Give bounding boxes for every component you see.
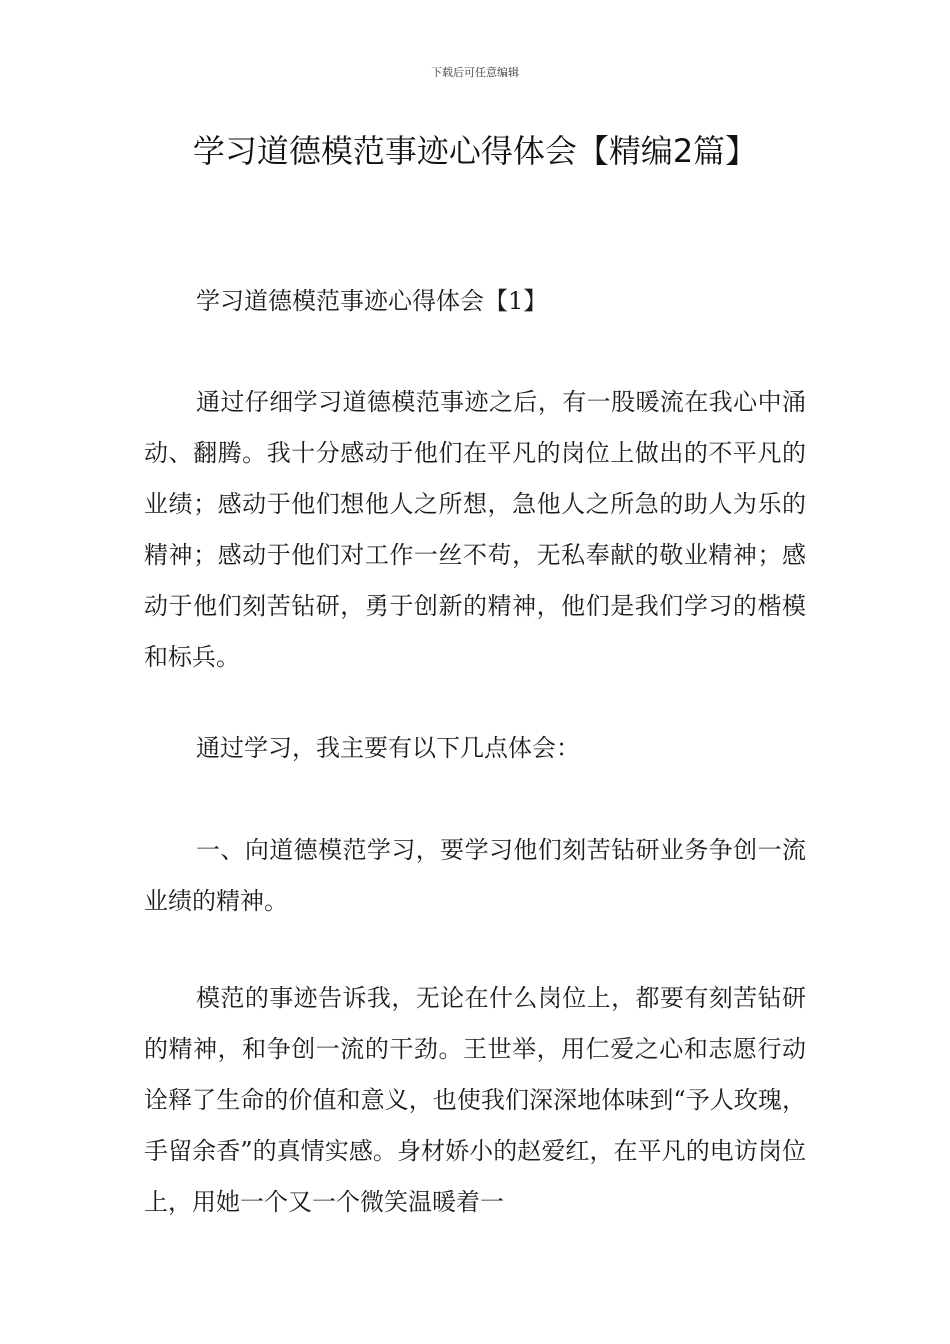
paragraph-3: 一、向道德模范学习，要学习他们刻苦钻研业务争创一流业绩的精神。 bbox=[144, 836, 806, 915]
document-title: 学习道德模范事迹心得体会【精编2篇】 bbox=[192, 132, 758, 170]
paragraph-2: 通过学习，我主要有以下几点体会： bbox=[196, 734, 580, 762]
paragraph-1: 通过仔细学习道德模范事迹之后，有一股暖流在我心中涌动、翻腾。我十分感动于他们在平凡的岗位上做出的不平凡的业绩；感动于他们想他人之所想，急他人之所急的助人为乐的精神；感动于他们对工作一丝不苟，无私奉献的敬业精神；感动于他们刻苦钻研，勇于创新的精神，他们是我们学习的楷模和标兵。 bbox=[144, 388, 806, 671]
header-note: 下载后可任意编辑 bbox=[431, 66, 519, 79]
section-heading: 学习道德模范事迹心得体会【1】 bbox=[196, 287, 548, 315]
paragraph-4: 模范的事迹告诉我，无论在什么岗位上，都要有刻苦钻研的精神，和争创一流的干劲。王世举，用仁爱之心和志愿行动诠释了生命的价值和意义，也使我们深深地体味到“予人玫瑰，手留余香”的真情实感。身材娇小的赵爱红，在平凡的电访岗位上，用她一个又一个微笑温暖着一 bbox=[144, 984, 806, 1216]
